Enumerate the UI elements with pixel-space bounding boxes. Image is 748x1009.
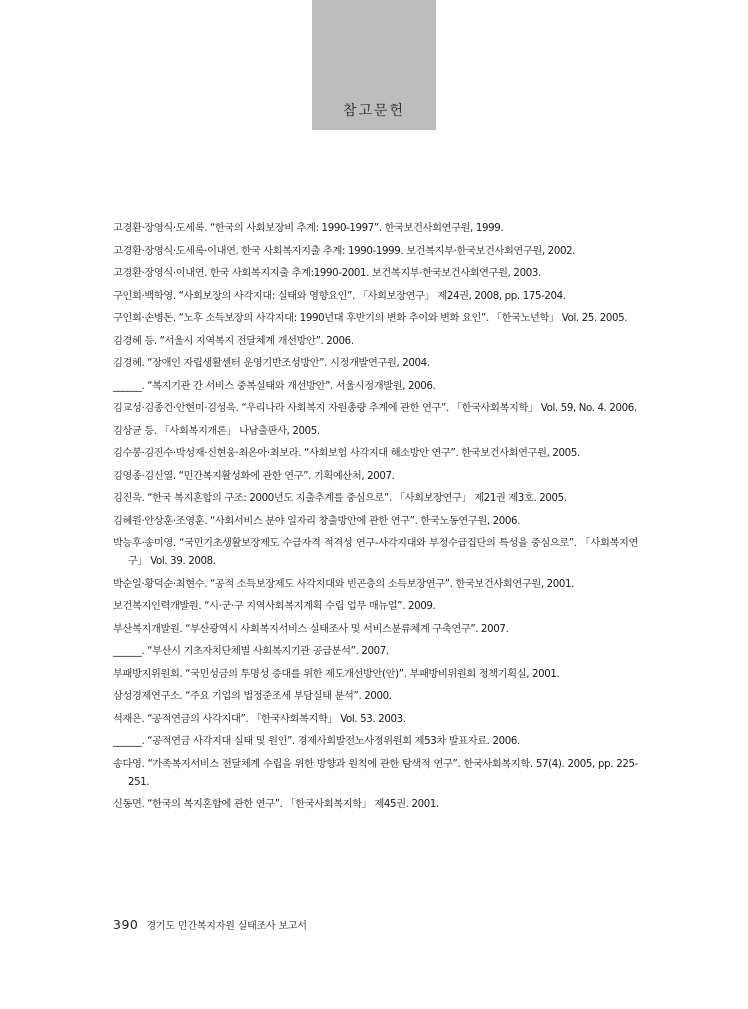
reference-item: 삼성경제연구소. “주요 기업의 법정준조세 부담실태 분석”. 2000.: [113, 691, 392, 702]
footer-title: 경기도 민간복지자원 실태조사 보고서: [146, 921, 307, 932]
reference-item: 박순일·황덕순·최현수. “공적 소득보장제도 사각지대와 빈곤층의 소득보장연구”. 한국보건사회연구원, 2001.: [113, 578, 575, 590]
reference-item: 고경환·장영식·도세록. “한국의 사회보장비 추계: 1990-1997”. 한국보건사회연구원, 1999.: [113, 223, 504, 234]
reference-item: 김경혜 등. “서울시 지역복지 전달체계 개선방안”. 2006.: [113, 335, 354, 347]
reference-item: ______. “공적연금 사각지대 실태 및 원인”. 경제사회발전노사정위원회 제53차 발표자료. 2006.: [113, 736, 520, 747]
page-footer: [113, 917, 307, 932]
reference-item: 김경혜. “장애인 자립생활센터 운영기반조성방안”. 시정개발연구원, 2004.: [113, 358, 430, 369]
reference-item: 구인회·손병돈. “노후 소득보장의 사각지대: 1990년대 후반기의 변화 추이와 변화 요인”. 「한국노년학」 Vol. 25. 2005.: [113, 313, 628, 324]
reference-item: 김영종·김신열. “민간복지활성화에 관한 연구”. 기획예산처, 2007.: [113, 470, 395, 482]
reference-item: ______. “부산시 기초자치단체별 사회복지기관 공급분석”. 2007.: [113, 646, 389, 657]
reference-item: 박능후·송미영. “국민기초생활보장제도 수급자격 적격성 연구-사각지대와 부정수급집단의 특성을 중심으로”. 「사회복지연구」 Vol. 39. 2008.: [113, 538, 638, 567]
reference-item: 송다영. “가족복지서비스 전달체계 수립을 위한 방향과 원칙에 관한 탐색적 연구”. 한국사회복지학. 57(4). 2005, pp. 225-251.: [113, 758, 638, 788]
reference-item: 부산복지개발원. “부산광역시 사회복지서비스 실태조사 및 서비스분류체계 구축연구”. 2007.: [113, 623, 509, 635]
page-title: 참고문헌: [342, 103, 406, 119]
reference-item: 김교성·김종건·안현미·김성욱. “우리나라 사회복지 자원총량 추계에 관한 연구”. 「한국사회복지학」 Vol. 59, No. 4. 2006.: [113, 403, 637, 414]
reference-item: 고경환·장영식·도세록·이내연. 한국 사회복지지출 추계: 1990-1999. 보건복지부·한국보건사회연구원, 2002.: [113, 245, 576, 257]
reference-item: ______. “복지기관 간 서비스 중복실태와 개선방안”. 서울시정개발원, 2006.: [113, 380, 436, 392]
reference-item: 김혜원·안상훈·조영훈. “사회서비스 분야 일자리 창출방안에 관한 연구”. 한국노동연구원, 2006.: [113, 515, 521, 527]
page-number: 390: [113, 917, 139, 932]
reference-item: 김수봉·김진수·박성재·신현웅·최은아·최보라. “사회보험 사각지대 해소방안 연구”. 한국보건사회연구원, 2005.: [113, 448, 580, 459]
chapter-header-tab: [312, 0, 436, 130]
reference-item: 부패방지위원회. “국민성금의 투명성 증대를 위한 제도개선방안(안)”. 부패방비위원회 정책기획실, 2001.: [113, 668, 560, 680]
reference-item: 고경환·장영식·이내연. 한국 사회복지지출 추계:1990-2001. 보건복지부·한국보건사회연구원, 2003.: [113, 268, 541, 279]
reference-item: 신동면. “한국의 복지혼합에 관한 연구”. 「한국사회복지학」 제45권. 2001.: [113, 799, 439, 810]
reference-item: 석재은. “공적연금의 사각지대”. 「한국사회복지학」 Vol. 53. 2003.: [113, 713, 406, 725]
reference-item: 김진욱. “한국 복지혼합의 구조: 2000년도 지출추계를 중심으로”. 「사회보장연구」 제21권 제3호. 2005.: [113, 493, 567, 504]
reference-item: 구인회·백학영. “사회보장의 사각지대: 실태와 영향요인”. 「사회보장연구」 제24권, 2008, pp. 175-204.: [113, 290, 566, 302]
reference-item: 보건복지인력개발원. “시·군·구 지역사회복지계획 수립 업무 매뉴얼”. 2009.: [113, 601, 436, 612]
reference-item: 김상균 등. 「사회복지개론」 나남출판사, 2005.: [113, 425, 320, 437]
reference-list: [113, 220, 638, 819]
